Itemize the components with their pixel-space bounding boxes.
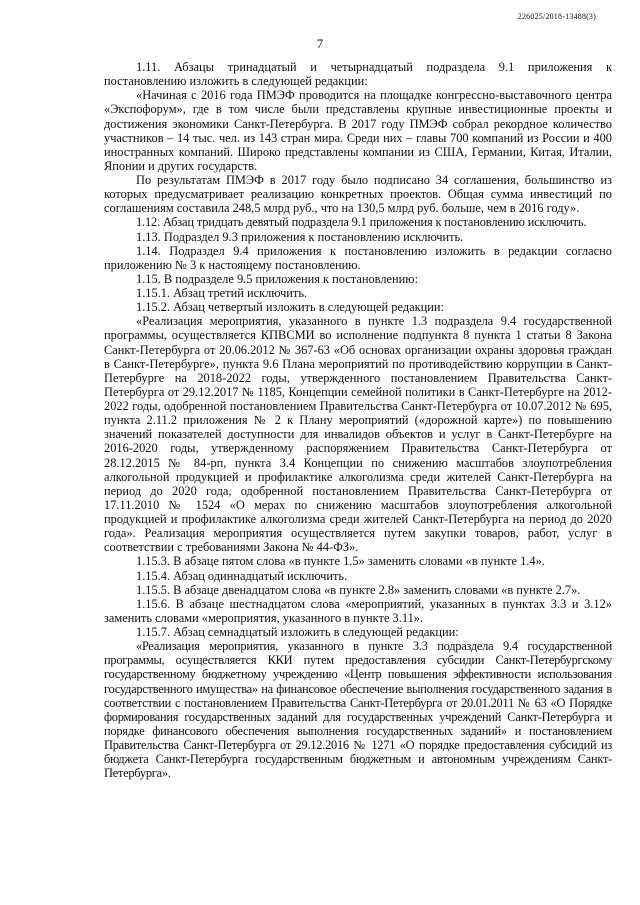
paragraph-1-13: 1.13. Подраздел 9.3 приложения к постановлению исключить.: [136, 229, 464, 244]
quoted-paragraph-kki: «Реализация мероприятия, указанного в пункте 3.3 подраздела 9.4 государственной программы, осуществляется ККИ путем предоставления субсидии Санкт-Петербургскому государственному бюджетному учреждению «Центр повышения эффективности использования государственного имущества» на финансовое обеспечение выполнения государственного задания в соответствии с постановлением Правительства Санкт-Петербурга от 20.01.2011 № 63 «О Порядке формирования государственных заданий для государственных учреждений Санкт-Петербурга и порядке финансового обеспечения выполнения государственных заданий» и постановлением Правительства Санкт-Петербурга от 29.12.2016 № 1271 «О порядке предоставления субсидий из бюджета Санкт-Петербурга государственным бюджетным и автономным учреждениям Санкт-Петербурга».: [104, 639, 612, 781]
paragraph-1-15-4: 1.15.4. Абзац одиннадцатый исключить.: [136, 568, 348, 583]
paragraph-1-15: 1.15. В подразделе 9.5 приложения к постановлению:: [136, 271, 419, 286]
document-registration-number: 226025/2018-13488(3): [517, 12, 596, 21]
quoted-paragraph-pmef-venue: «Начиная с 2016 года ПМЭФ проводится на площадке конгрессно-выставочного центра «Экспофорум», где в том числе были представлены крупные инвестиционные проекты и достижения экономики Санкт-Петербурга. В 2017 году ПМЭФ собрал рекордное количество участников – 14 тыс. чел. из 143 стран мира. Среди них – главы 700 компаний из России и 400 иностранных компаний. Широко представлены компании из США, Германии, Китая, Италии, Японии и других государств.: [104, 88, 612, 173]
paragraph-1-15-3: 1.15.3. В абзаце пятом слова «в пункте 1.5» заменить словами «в пункте 1.4».: [136, 554, 545, 569]
paragraph-1-14: 1.14. Подраздел 9.4 приложения к постановлению изложить в редакции согласно приложению № 3 к настоящему постановлению.: [104, 243, 612, 272]
paragraph-1-15-5: 1.15.5. В абзаце двенадцатом слова «в пункте 2.8» заменить словами «в пункте 2.7».: [136, 582, 581, 597]
paragraph-1-12: 1.12. Абзац тридцать девятый подраздела 9.1 приложения к постановлению исключить.: [136, 215, 587, 230]
paragraph-1-15-6: 1.15.6. В абзаце шестнадцатом слова «мероприятий, указанных в пунктах 3.3 и 3.12» заменить словами «мероприятия, указанного в пункте 3.11».: [104, 596, 612, 625]
document-body: [104, 60, 612, 780]
paragraph-1-15-7: 1.15.7. Абзац семнадцатый изложить в следующей редакции:: [136, 625, 459, 639]
quoted-paragraph-pmef-results: По результатам ПМЭФ в 2017 году было подписано 34 соглашения, большинство из которых предусматривает реализацию конкретных проектов. Общая сумма инвестиций по соглашениям составила 248,5 млрд руб., что на 130,5 млрд руб. больше, чем в 2016 году».: [104, 173, 612, 216]
page-number: 7: [316, 36, 324, 51]
paragraph-1-15-1: 1.15.1. Абзац третий исключить.: [136, 286, 308, 300]
quoted-paragraph-kpvsmi: «Реализация мероприятия, указанного в пункте 1.3 подраздела 9.4 государственной программы, осуществляется КПВСМИ во исполнение подпункта 8 пункта 1 статьи 8 Закона Санкт-Петербурга от 20.06.2012 № 367-63 «Об основах организации охраны здоровья граждан в Санкт-Петербурге», пункта 9.6 Плана мероприятий по противодействию коррупции в Санкт-Петербурге на 2018-2022 годы, утвержденного постановлением Правительства Санкт-Петербурга от 29.12.2017 № 1185, Концепции семейной политики в Санкт-Петербурге на 2012-2022 годы, одобренной постановлением Правительства Санкт-Петербурга от 10.07.2012 № 695, пункта 2.11.2 приложения № 2 к Плану мероприятий («дорожной карте») по повышению значений показателей доступности для инвалидов объектов и услуг в Санкт-Петербурге на 2016-2020 годы, утвержденному распоряжением Правительства Санкт-Петербурга от 28.12.2015 № 84-рп, пункта 3.4 Концепции по снижению масштабов злоупотребления алкогольной продукцией и профилактике алкоголизма среди жителей Санкт-Петербурга на период до 2020 года, одобренной постановлением Правительства Санкт-Петербурга от 17.11.2010 № 1524 «О мерах по снижению масштабов злоупотребления алкогольной продукцией и профилактике алкоголизма среди жителей Санкт-Петербурга на период до 2020 года». Реализация мероприятия осуществляется путем закупки товаров, работ, услуг в соответствии с требованиями Закона № 44-ФЗ».: [104, 314, 612, 555]
paragraph-1-15-2: 1.15.2. Абзац четвертый изложить в следующей редакции:: [136, 300, 444, 315]
paragraph-1-11: 1.11. Абзацы тринадцатый и четырнадцатый подраздела 9.1 приложения к постановлению изложить в следующей редакции:: [104, 60, 612, 89]
